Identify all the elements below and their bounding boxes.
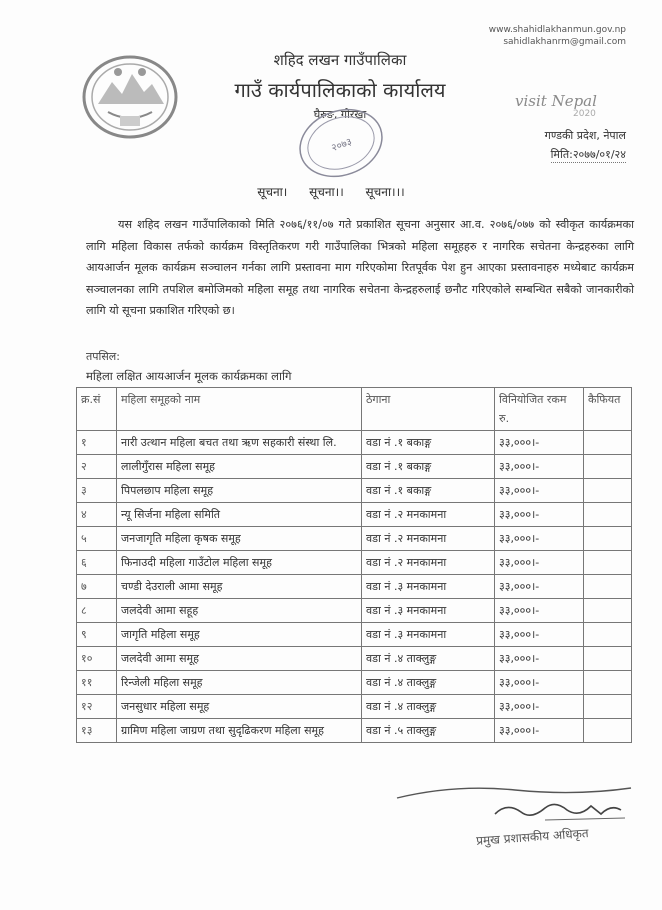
table-row [77, 623, 632, 647]
table-row [77, 527, 632, 551]
cell-serial: ११ [77, 671, 117, 695]
cell-amount: ३३,०००।- [495, 671, 584, 695]
cell-group-name: चण्डी देउराली आमा समूह [117, 575, 362, 599]
cell-serial: ७ [77, 575, 117, 599]
cell-group-name: ग्रामिण महिला जाग्रण तथा सुदृढिकरण महिला समूह [117, 719, 362, 743]
cell-remarks [584, 695, 632, 719]
cell-group-name: जनजागृति महिला कृषक समूह [117, 527, 362, 551]
website-link[interactable]: www.shahidlakhanmun.gov.np [488, 25, 626, 35]
cell-serial: ५ [77, 527, 117, 551]
cell-address: वडा नं .२ मनकामना [362, 503, 495, 527]
cell-amount: ३३,०००।- [495, 695, 584, 719]
nepal-emblem-logo [80, 52, 180, 142]
cell-serial: १ [77, 431, 117, 455]
stamp-year: २०७३ [330, 136, 354, 155]
cell-serial: ८ [77, 599, 117, 623]
cell-serial: ६ [77, 551, 117, 575]
cell-address: वडा नं .३ मनकामना [362, 575, 495, 599]
table-row [77, 431, 632, 455]
cell-amount: ३३,०००।- [495, 575, 584, 599]
cell-remarks [584, 503, 632, 527]
header-group-name: महिला समूहको नाम [117, 388, 362, 431]
table-row [77, 503, 632, 527]
cell-serial: ४ [77, 503, 117, 527]
table-title: महिला लक्षित आयआर्जन मूलक कार्यक्रमका लागि [86, 369, 292, 383]
notice-title: सूचना। सूचना।। सूचना।।। [257, 185, 405, 199]
notice-paragraph: यस शहिद लखन गाउँपालिकाको मिति २०७६/११/०७ गते प्रकाशित सूचना अनुसार आ.व. २०७६/०७७ को स्वीकृत कार्यक्रमका लागि महिला विकास तर्फको कार्यक्रम विस्तृतिकरण गरी गाउँपालिका भित्रको महिला समूहहरु र नागरिक सचेतना केन्द्रहरुका लागि आयआर्जन मूलक कार्यक्रम सञ्चालन गर्नका लागि प्रस्तावना माग गरिएकोमा रितपूर्वक पेश हुन आएका प्रस्तावनाहरु मध्येबाट कार्यक्रम सञ्चालनका लागि तपशिल बमोजिमको महिला समूह तथा नागरिक सचेतना केन्द्रहरुलाई छनौट गरिएकोले सम्बन्धित सबैको जानकारीको लागि यो सूचना प्रकाशित गरिएको छ। [86, 218, 634, 318]
table-row [77, 719, 632, 743]
table-row [77, 551, 632, 575]
cell-group-name: न्यू सिर्जना महिला समिति [117, 503, 362, 527]
cell-serial: १० [77, 647, 117, 671]
cell-address: वडा नं .१ बकाङ्ग [362, 431, 495, 455]
cell-address: वडा नं .१ बकाङ्ग [362, 455, 495, 479]
cell-remarks [584, 623, 632, 647]
cell-address: वडा नं .१ बकाङ्ग [362, 479, 495, 503]
cell-serial: ३ [77, 479, 117, 503]
details-label: तपसिल: [86, 350, 120, 363]
cell-address: वडा नं .५ ताक्लुङ्ग [362, 719, 495, 743]
cell-address: वडा नं .२ मनकामना [362, 527, 495, 551]
cell-address: वडा नं .४ ताक्लुङ्ग [362, 671, 495, 695]
document-date: मिति:२०७७/०१/२४ [550, 148, 626, 161]
email-link[interactable]: sahidlakhanrm@gmail.com [503, 37, 626, 47]
table-row [77, 671, 632, 695]
cell-address: वडा नं .३ मनकामना [362, 599, 495, 623]
cell-remarks [584, 527, 632, 551]
cell-amount: ३३,०००।- [495, 431, 584, 455]
table-row [77, 599, 632, 623]
cell-remarks [584, 671, 632, 695]
cell-group-name: नारी उत्थान महिला बचत तथा ऋण सहकारी संस्था लि. [117, 431, 362, 455]
cell-group-name: रिन्जेली महिला समूह [117, 671, 362, 695]
cell-serial: १२ [77, 695, 117, 719]
signer-title: प्रमुख प्रशासकीय अधिकृत [475, 826, 590, 848]
visit-nepal-year: 2020 [573, 109, 596, 119]
cell-address: वडा नं .३ मनकामना [362, 623, 495, 647]
cell-amount: ३३,०००।- [495, 479, 584, 503]
visit-nepal-logo: visit Nepal [515, 92, 597, 110]
cell-remarks [584, 719, 632, 743]
cell-address: वडा नं .४ ताक्लुङ्ग [362, 695, 495, 719]
cell-group-name: जनसुधार महिला समूह [117, 695, 362, 719]
cell-address: वडा नं .२ मनकामना [362, 551, 495, 575]
cell-remarks [584, 455, 632, 479]
cell-serial: १३ [77, 719, 117, 743]
cell-amount: ३३,०००।- [495, 503, 584, 527]
cell-group-name: लालीगुँरास महिला समूह [117, 455, 362, 479]
cell-amount: ३३,०००।- [495, 551, 584, 575]
cell-amount: ३३,०००।- [495, 623, 584, 647]
table-row [77, 695, 632, 719]
cell-remarks [584, 647, 632, 671]
cell-remarks [584, 551, 632, 575]
municipality-name: शहिद लखन गाउँपालिका [273, 51, 407, 69]
header-serial: क्र.सं [77, 388, 117, 431]
header-amount: विनियोजित रकम रु. [495, 388, 584, 431]
table-row [77, 647, 632, 671]
header-address: ठेगाना [362, 388, 495, 431]
cell-serial: २ [77, 455, 117, 479]
cell-serial: ९ [77, 623, 117, 647]
office-name: गाउँ कार्यपालिकाको कार्यालय [234, 78, 446, 102]
cell-group-name: जलदेवी आमा सहूह [117, 599, 362, 623]
cell-address: वडा नं .४ ताक्लुङ्ग [362, 647, 495, 671]
cell-remarks [584, 479, 632, 503]
table-row [77, 455, 632, 479]
cell-amount: ३३,०००।- [495, 527, 584, 551]
cell-amount: ३३,०००।- [495, 647, 584, 671]
cell-group-name: जागृति महिला समूह [117, 623, 362, 647]
cell-remarks [584, 599, 632, 623]
cell-amount: ३३,०००।- [495, 455, 584, 479]
cell-remarks [584, 431, 632, 455]
table-row [77, 575, 632, 599]
table-row [77, 479, 632, 503]
contact-info [489, 24, 626, 48]
cell-group-name: जलदेवी आमा समूह [117, 647, 362, 671]
cell-group-name: फिनाउदी महिला गाउँटोल महिला समूह [117, 551, 362, 575]
office-address: घैरुङ, गोरखा [313, 108, 367, 121]
cell-remarks [584, 575, 632, 599]
cell-amount: ३३,०००।- [495, 719, 584, 743]
women-groups-table [76, 387, 632, 743]
header-remarks: कैफियत [584, 388, 632, 431]
cell-group-name: पिपलछाप महिला समूह [117, 479, 362, 503]
province-name: गण्डकी प्रदेश, नेपाल [544, 129, 626, 142]
table-header-row [77, 388, 632, 431]
cell-amount: ३३,०००।- [495, 599, 584, 623]
